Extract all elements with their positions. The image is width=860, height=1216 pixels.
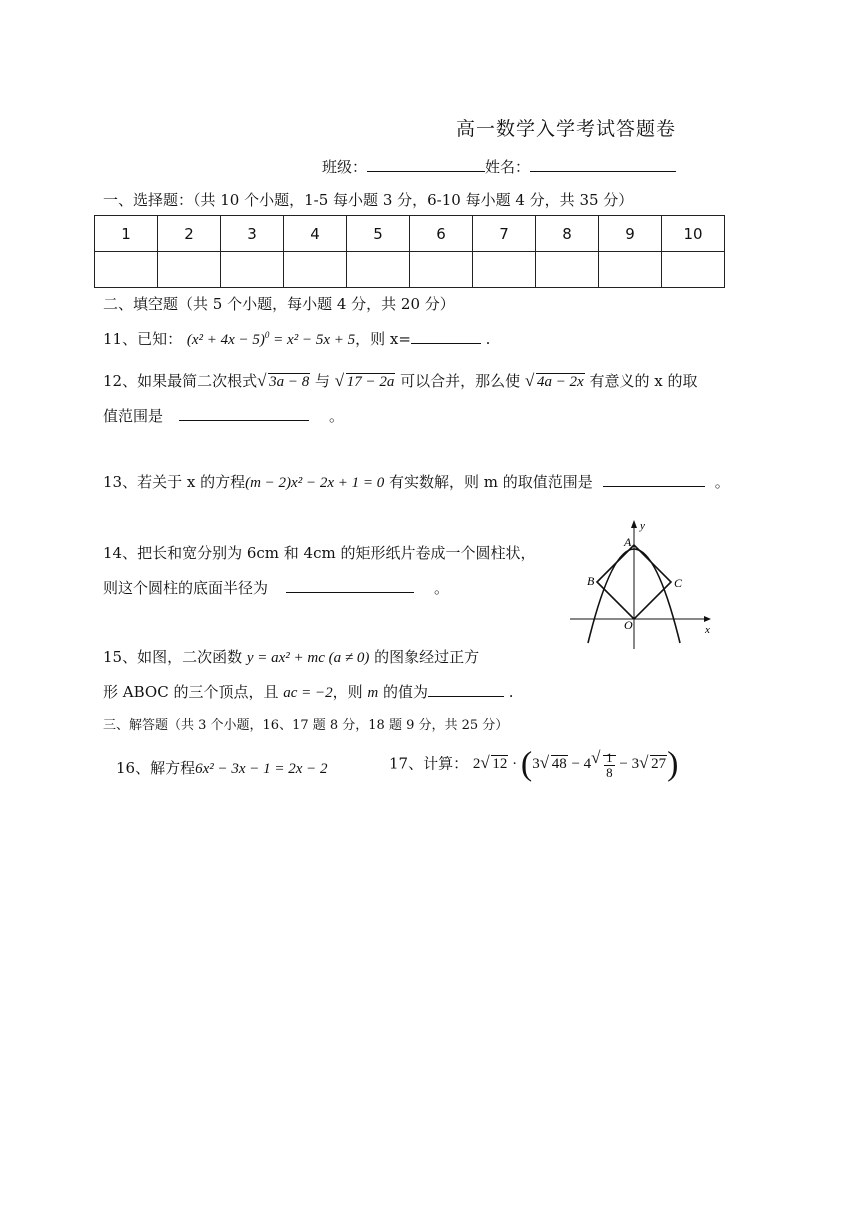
q13-end: 。	[714, 473, 730, 491]
q17-coef-1: 2	[472, 756, 481, 773]
answer-cell[interactable]	[158, 252, 221, 288]
q12-radicand-2: 17 − 2a	[346, 374, 395, 390]
q17-expression	[472, 746, 679, 783]
point-a-label: A	[624, 535, 632, 549]
q15-prefix: 15、如图，二次函数	[103, 648, 247, 666]
q15-line2c: 的值为	[378, 683, 429, 701]
origin-label: O	[624, 618, 633, 632]
answer-cell[interactable]	[662, 252, 725, 288]
q12-prefix: 12、如果最简二次根式	[103, 372, 258, 390]
q12-radicand-1: 3a − 8	[269, 374, 310, 390]
answer-cell[interactable]	[410, 252, 473, 288]
q12-tail: 有意义的 x 的取	[584, 372, 698, 390]
q12-radical-3	[527, 374, 585, 391]
parabola-square-figure	[565, 515, 725, 655]
question-15-line1	[103, 646, 479, 667]
answer-table	[94, 215, 725, 288]
question-14-line2	[103, 577, 449, 598]
q17-fraction	[604, 751, 615, 780]
q17-minus-1: − 4	[567, 756, 592, 773]
answer-table-answer-row	[95, 252, 725, 288]
question-number-cell: 5	[347, 216, 410, 252]
q17-radical-frac	[593, 751, 616, 780]
q17-radical-2	[542, 756, 568, 773]
answer-table-header-row	[95, 216, 725, 252]
q12-mid2: 可以合并，那么使	[395, 372, 525, 390]
answer-cell[interactable]	[473, 252, 536, 288]
question-number-cell: 7	[473, 216, 536, 252]
question-number-cell: 1	[95, 216, 158, 252]
q11-end: .	[480, 330, 491, 348]
q17-coef-2: 3	[532, 756, 540, 773]
name-field[interactable]	[530, 157, 676, 172]
q12-radical-2	[337, 374, 396, 391]
q14-end: 。	[434, 579, 450, 597]
q17-right-paren: )	[667, 746, 679, 783]
q13-prefix: 13、若关于 x 的方程	[103, 473, 246, 491]
q17-left-paren: (	[520, 746, 533, 783]
q11-answer-blank[interactable]	[411, 329, 481, 344]
answer-cell[interactable]	[284, 252, 347, 288]
q17-prefix: 17、计算：	[389, 754, 469, 773]
q17-radicand-2: 48	[551, 756, 567, 773]
y-axis-arrow	[631, 520, 637, 528]
question-number-cell: 6	[410, 216, 473, 252]
question-16	[116, 757, 328, 778]
q16-prefix: 16、解方程	[116, 759, 196, 777]
q12-line2: 值范围是	[103, 407, 164, 425]
question-12-line2	[103, 405, 344, 426]
question-13	[103, 471, 730, 492]
q11-eq-right: = x² − 5x + 5	[269, 332, 356, 348]
q13-tail: 有实数解，则 m 的取值范围是	[384, 473, 593, 491]
q17-radical-1	[482, 756, 508, 773]
q15-variable: m	[367, 685, 379, 701]
page-title: 高一数学入学考试答题卷	[456, 118, 677, 140]
q12-end: 。	[329, 407, 345, 425]
question-12	[103, 370, 697, 391]
q12-answer-blank[interactable]	[179, 406, 309, 421]
q15-answer-blank[interactable]	[428, 682, 504, 697]
section1-heading: 一、选择题：（共 10 个小题，1-5 每小题 3 分，6-10 每小题 4 分，共 35 分）	[103, 191, 634, 209]
question-11	[103, 328, 490, 349]
question-number-cell: 3	[221, 216, 284, 252]
q12-radicand-3: 4a − 2x	[536, 374, 584, 390]
q13-equation: (m − 2)x² − 2x + 1 = 0	[245, 475, 385, 491]
q15-equation: y = ax² + mc (a ≠ 0)	[246, 650, 370, 666]
q17-dot: ·	[508, 756, 521, 773]
q12-radical-1	[259, 374, 310, 391]
q15-line2a: 形 ABOC 的三个顶点，且	[103, 683, 284, 701]
name-label: 姓名：	[485, 158, 531, 176]
q16-equation: 6x² − 3x − 1 = 2x − 2	[195, 761, 328, 777]
q17-fraction-numerator: √ 1	[606, 749, 613, 765]
question-14-line1: 14、把长和宽分别为 6cm 和 4cm 的矩形纸片卷成一个圆柱状，	[103, 544, 536, 562]
q15-end: .	[504, 683, 514, 701]
answer-cell[interactable]	[599, 252, 662, 288]
point-c-label: C	[674, 576, 683, 590]
q11-eq-left: (x² + 4x − 5)	[186, 332, 265, 348]
q15-line2b: ，则	[332, 683, 368, 701]
class-label: 班级：	[322, 158, 368, 176]
answer-cell[interactable]	[95, 252, 158, 288]
question-17	[389, 748, 678, 782]
q11-mid: ，则 x=	[355, 330, 411, 348]
q17-radical-4	[641, 756, 667, 773]
question-number-cell: 10	[662, 216, 725, 252]
q17-radicand-1: 12	[492, 756, 508, 773]
q11-prefix: 11、已知：	[103, 330, 183, 348]
q17-minus-2: − 3	[615, 756, 640, 773]
x-axis-arrow	[704, 616, 711, 622]
question-number-cell: 8	[536, 216, 599, 252]
q14-line2: 则这个圆柱的底面半径为	[103, 579, 269, 597]
q17-radicand-4: 27	[651, 756, 667, 773]
question-number-cell: 2	[158, 216, 221, 252]
x-axis-label: x	[705, 624, 710, 636]
class-field[interactable]	[367, 157, 485, 172]
point-b-label: B	[587, 574, 595, 588]
answer-cell[interactable]	[347, 252, 410, 288]
q11-exponent: 0	[264, 330, 270, 340]
student-info	[322, 156, 676, 177]
answer-cell[interactable]	[536, 252, 599, 288]
answer-cell[interactable]	[221, 252, 284, 288]
q15-tail: 的图象经过正方	[369, 648, 480, 666]
q14-answer-blank[interactable]	[286, 578, 414, 593]
q17-fraction-denominator: 8	[606, 764, 613, 780]
question-15-line2	[103, 681, 514, 702]
q11-equation	[187, 332, 355, 348]
q13-answer-blank[interactable]	[603, 472, 705, 487]
section3-heading: 三、解答题（共 3 个小题，16、17 题 8 分，18 题 9 分，共 25 分）	[103, 718, 509, 733]
question-number-cell: 4	[284, 216, 347, 252]
y-axis-label: y	[640, 520, 645, 532]
section2-heading: 二、填空题（共 5 个小题，每小题 4 分，共 20 分）	[103, 295, 455, 313]
question-number-cell: 9	[599, 216, 662, 252]
q15-condition: ac = −2	[283, 685, 333, 701]
q12-mid1: 与	[310, 372, 335, 390]
